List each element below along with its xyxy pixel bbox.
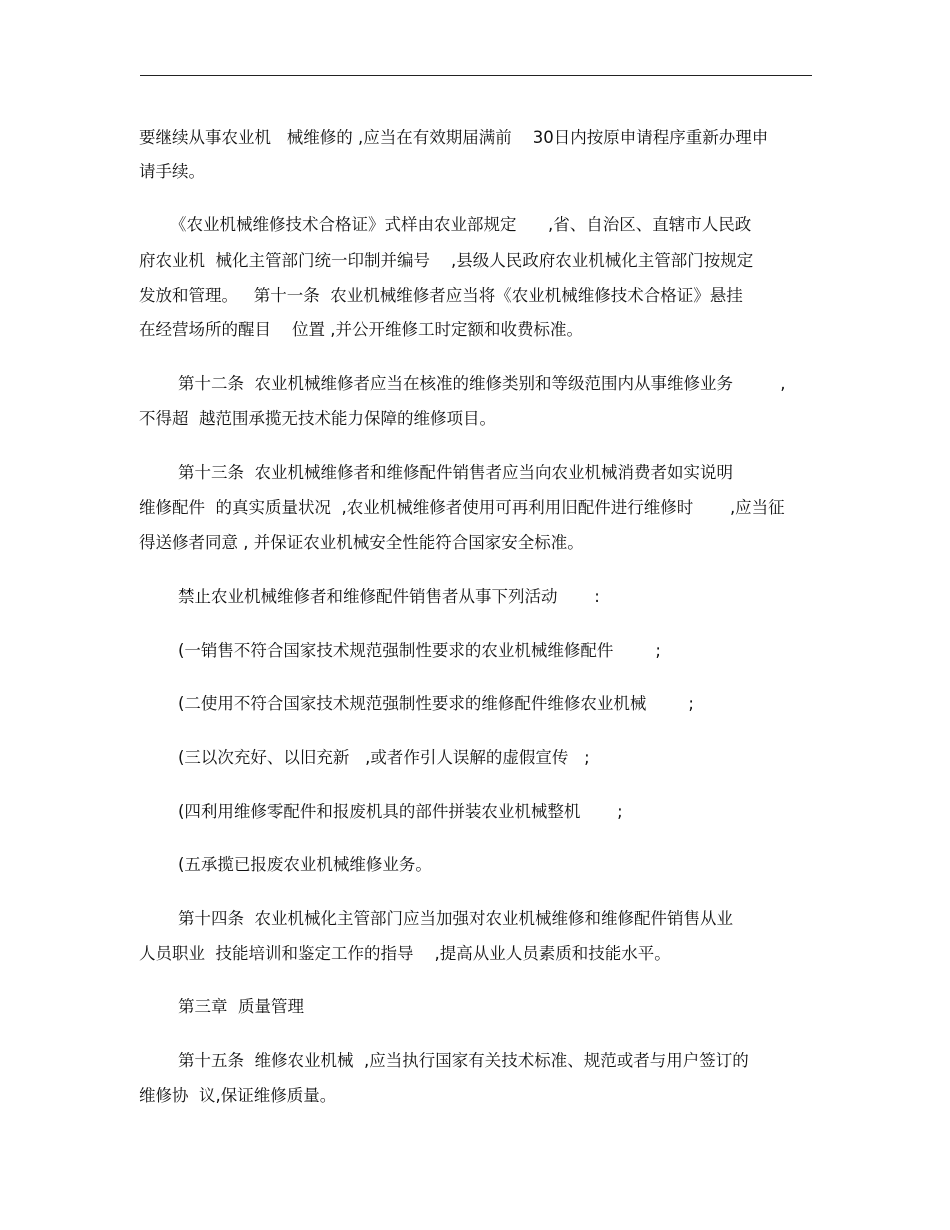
text-line: 得送修者同意 , 并保证农业机械安全性能符合国家安全标准。 xyxy=(139,533,584,552)
text-line: 人员职业 技能培训和鉴定工作的指导 ,提高从业人员素质和技能水平。 xyxy=(139,944,671,963)
text-line: 《农业机械维修技术合格证》式样由农业部规定 ,省、自治区、直辖市人民政 xyxy=(170,215,752,234)
text-line: 第十四条 农业机械化主管部门应当加强对农业机械维修和维修配件销售从业 xyxy=(178,909,733,928)
list-item: (五承揽已报废农业机械维修业务。 xyxy=(178,855,432,874)
list-item: (二使用不符合国家技术规范强制性要求的维修配件维修农业机械 ; xyxy=(178,694,694,713)
text-line: 请手续。 xyxy=(139,162,205,181)
text-line: 维修协 议,保证维修质量。 xyxy=(139,1086,337,1105)
text-line: 禁止农业机械维修者和维修配件销售者从事下列活动 : xyxy=(178,587,600,606)
list-item: (四利用维修零配件和报废机具的部件拼装农业机械整机 ; xyxy=(178,802,623,821)
list-item: (一销售不符合国家技术规范强制性要求的农业机械维修配件 ; xyxy=(178,641,661,660)
header-rule xyxy=(140,75,812,76)
text-line: 府农业机 械化主管部门统一印制并编号 ,县级人民政府农业机械化主管部门按规定 xyxy=(139,251,754,270)
list-item: (三以次充好、以旧充新 ,或者作引人误解的虚假宣传 ; xyxy=(178,748,590,767)
text-line: 在经营场所的醒目 位置 ,并公开维修工时定额和收费标准。 xyxy=(139,320,583,339)
text-line: 第十二条 农业机械维修者应当在核准的维修类别和等级范围内从事维修业务 , xyxy=(178,374,786,393)
text-line: 第十三条 农业机械维修者和维修配件销售者应当向农业机械消费者如实说明 xyxy=(178,463,733,482)
text-line: 第十五条 维修农业机械 ,应当执行国家有关技术标准、规范或者与用户签订的 xyxy=(178,1051,749,1070)
section-heading: 第三章 质量管理 xyxy=(178,997,304,1016)
text-line: 不得超 越范围承揽无技术能力保障的维修项目。 xyxy=(139,409,496,428)
text-line: 要继续从事农业机 械维修的 ,应当在有效期届满前 30日内按原申请程序重新办理申 xyxy=(139,128,769,147)
text-line: 维修配件 的真实质量状况 ,农业机械维修者使用可再利用旧配件进行维修时 ,应当征 xyxy=(139,498,785,517)
text-line: 发放和管理。 第十一条 农业机械维修者应当将《农业机械维修技术合格证》悬挂 xyxy=(139,286,743,305)
